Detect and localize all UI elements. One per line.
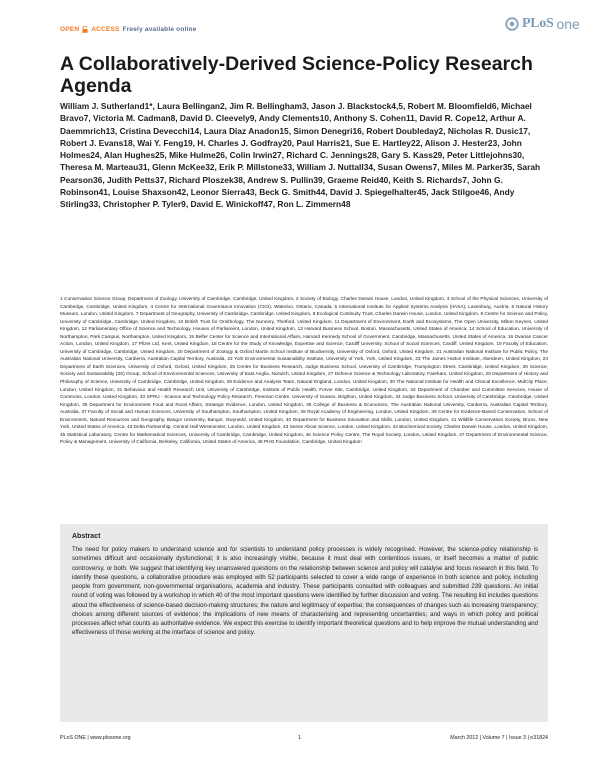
plos-one-logo <box>505 16 580 32</box>
abstract-box <box>60 524 548 722</box>
freely-available-label: Freely available online <box>122 26 197 33</box>
open-access-lock-icon <box>82 26 88 33</box>
affiliation-list: 1 Conservation Science Group, Department of Zoology, University of Cambridge, Cambridge, United Kingdom, 2 Society of Biology, Charles Darwin House, London, United Kingdom, 3 School of the Physical Sciences, University of Cambridge, Cambridge, United Kingdom, 4 Centre for International Governance Innovation (CIGI), Waterloo, Ontario, Canada, 5 International Institute for Applied Systems Analysis (IIASA), Laxenburg, Austria, 6 Natural History Museum, London, United Kingdom, 7 Department of Geography, University of Cambridge, Cambridge, United Kingdom, 8 Ecological Continuity Trust, Charles Darwin House, London, United Kingdom, 9 Centre for Science and Policy, University of Cambridge, Cambridge, United Kingdom, 10 British Trust for Ornithology, The Nunnery, Thetford, United Kingdom, 11 Department of Environment, Earth and Ecosystems, The Open University, Milton Keynes, United Kingdom, 12 Parliamentary Office of Science and Technology, Houses of Parliament, London, United Kingdom, 13 Harvard Business School, Boston, Massachusetts, United States of America, 14 School of Education, University of Northampton, Park Campus, Northampton, United Kingdom, 15 Belfer Center for Science and International Affairs, Harvard Kennedy School of Government, Cambridge, Massachusetts, United States of America, 16 Ovarian Cancer Action, London, United Kingdom, 17 Pfizer Ltd, Kent, United Kingdom, 18 Centre for the Study of Knowledge, Expertise and Science, Cardiff University, School of Social Sciences, Cardiff, United Kingdom, 19 Faculty of Education, University of Cambridge, Cambridge, United Kingdom, 20 Department of Zoology & Oxford Martin School Institute of Biodiversity, University of Oxford, Oxford, United Kingdom, 21 Australian National Institute for Public Policy, The Australian National University, Canberra, Australian Capital Territory, Australia, 22 York Environmental Sustainability Institute, University of York, York, United Kingdom, 23 The James Hutton Institute, Aberdeen, United Kingdom, 24 Department of Earth Sciences, University of Oxford, Oxford, United Kingdom, 25 Centre for Business Research, Judge Business School, University of Cambridge, Trumpington Street, Cambridge, United Kingdom, 26 Science, Society and Sustainability (3S) Group, School of Environmental Sciences, University of East Anglia, Norwich, United Kingdom, 27 Defence Science & Technology Laboratory, Fareham, United Kingdom, 28 Department of History and Philosophy of Science, University of Cambridge, Cambridge, United Kingdom, 29 Evidence and Analysis Team, Natural England, London, United Kingdom, 30 The National Institute for Health and Clinical Excellence, MidCity Place, London, United Kingdom, 31 Behaviour and Health Research Unit, University of Cambridge, Institute of Public Health, Forvie Site, Cambridge, United Kingdom, 32 Department of Chamber and Committee Services, House of Commons, London, United Kingdom, 33 SPRU - Science and Technology Policy Research, Freeman Centre, University of Sussex, Brighton, United Kingdom, 34 Judge Business School, University of Cambridge, Cambridge, United Kingdom, 35 Department for Environment Food and Rural Affairs, Strategic Evidence, London, United Kingdom, 36 College of Business & Economics, The Australian National University, Canberra, Australian Capital Territory, Australia, 37 Faculty of Social and Human Sciences, University of Southampton, Southampton, United Kingdom, 38 Royal Academy of Engineering, London, United Kingdom, 39 Centre for Evidence-Based Conservation, School of Environment, Natural Resources and Geography, Bangor University, Bangor, Gwynedd, United Kingdom, 40 Department for Business Innovation and Skills, London, United Kingdom, 41 Wildlife Conservation Society, Bronx, New York, United States of America, 42 Delta Partnership, Central Hall Westminster, London, United Kingdom, 43 Sense About Science, London, United Kingdom, 44 Biochemical Society, Charles Darwin House, London, United Kingdom, 45 Statistical Laboratory, Centre for Mathematical Sciences, University of Cambridge, Cambridge, United Kingdom, 46 Science Policy Centre, The Royal Society, London, United Kingdom, 47 Department of Environmental Science, Policy & Management, University of California, Berkeley, California, United States of America, 48 PHG Foundation, Cambridge, United Kingdom <box>60 297 548 446</box>
open-access-badge <box>60 26 197 33</box>
paper-title: A Collaboratively-Derived Science-Policy Research Agenda <box>60 53 533 97</box>
abstract-text: The need for policy makers to understand science and for scientists to understand policy processes is widely recognised. However, the science-policy relationship is sometimes difficult and occasionally dysfunctional; it is also increasingly visible, because it must deal with contentious issues, or itself becomes a matter of public controversy, or both. We suggest that identifying key unanswered questions on the relationship between science and policy will catalyse and focus research in this field. To identify these questions, a collaborative procedure was employed with 52 participants selected to cover a wide range of experience in both science and policy, including people from government, non-governmental organisations, academia and industry. These participants consulted with colleagues and submitted 239 questions. An initial round of voting was followed by a workshop in which 40 of the most important questions were identified by further discussion and voting. The resulting list includes questions about the effectiveness of science-based decision-making structures; the nature and legitimacy of expertise; the consequences of changes such as increasing transparency; choices among different sources of evidence; the implications of new means of characterising and representing uncertainties; and ways in which policy and political processes affect what counts as authoritative evidence. We expect this exercise to identify important theoretical questions and to help improve the mutual understanding and effectiveness of those working at the interface of science and policy. <box>72 546 538 637</box>
author-list: William J. Sutherland1*, Laura Bellingan2, Jim R. Bellingham3, Jason J. Blackstock4,5, Robert M. Bloomfield6, Michael Bravo7, Victoria M. Cadman8, David D. Cleevely9, Andy Clements10, Anthony S. Cohen11, David R. Cope12, Arthur A. Daemmrich13, Cristina Devecchi14, Laura Diaz Anadon15, Simon Denegri16, Robert Doubleday2, Nicholas R. Dusic17, Robert J. Evans18, Wai Y. Feng19, H. Charles J. Godfray20, Paul Harris21, Sue E. Hartley22, Alison J. Hester23, John Holmes24, Alan Hughes25, Mike Hulme26, Colin Irwin27, Richard C. Jennings28, Gary S. Kass29, Peter Littlejohns30, Theresa M. Marteau31, Glenn McKee32, Erik P. Millstone33, William J. Nuttall34, Susan Owens7, Miles M. Parker35, Sarah Pearson36, Judith Petts37, Richard Ploszek38, Andrew S. Pullin39, Graeme Reid40, Keith S. Richards7, John G. Robinson41, Louise Shaxson42, Leonor Sierra43, Beck G. Smith44, David J. Spiegelhalter45, Jack Stilgoe46, Andy Stirling33, Christopher P. Tyler9, David E. Winickoff47, Ron L. Zimmern48 <box>60 101 541 210</box>
abstract-heading: Abstract <box>72 533 101 540</box>
footer-journal-url[interactable]: PLoS ONE | www.plosone.org <box>60 735 131 741</box>
footer-page-number: 1 <box>298 735 301 741</box>
logo-plos-text: PLoS <box>522 16 554 31</box>
footer-citation: March 2012 | Volume 7 | Issue 3 | e31824 <box>450 735 548 741</box>
plos-logo-icon <box>505 17 519 31</box>
logo-one-text: one <box>556 16 580 32</box>
open-access-prefix: OPEN <box>60 26 80 33</box>
open-access-suffix: ACCESS <box>91 26 120 33</box>
journal-header <box>0 0 600 46</box>
